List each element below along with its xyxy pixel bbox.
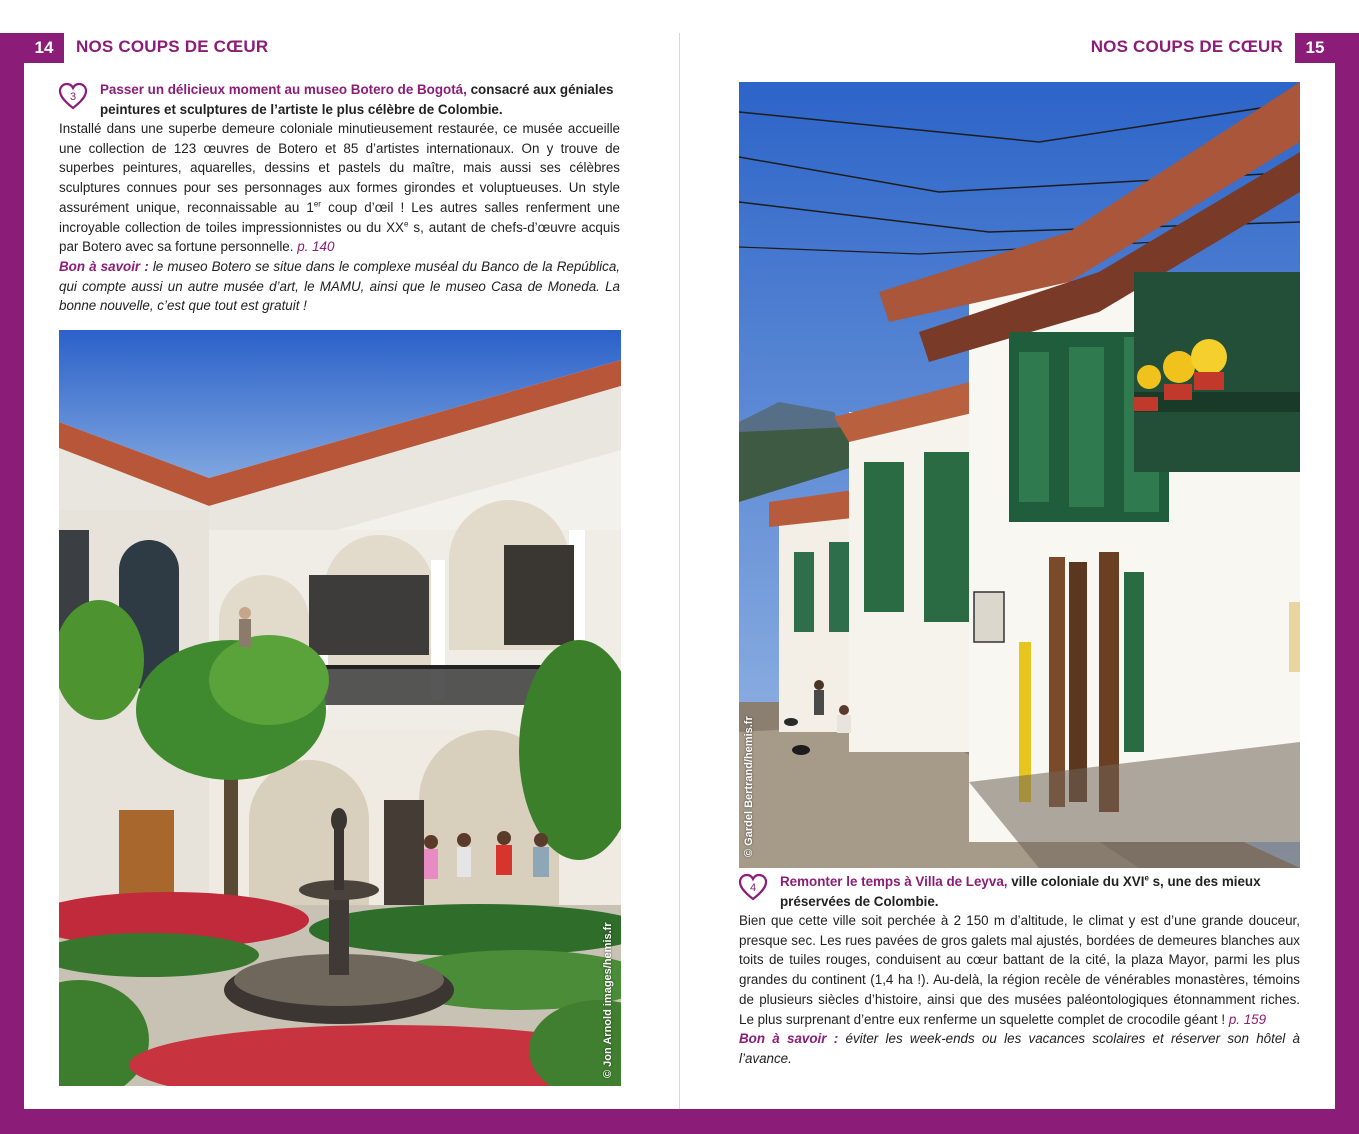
heart-number-icon bbox=[58, 81, 88, 111]
photo-credit-right: © Gardel Bertrand/hemis.fr bbox=[743, 716, 755, 857]
heart-number-icon bbox=[738, 872, 768, 902]
body-part-1: Installé dans une superbe demeure coloniale minutieusement restaurée, ce musée accueille une collection de 123 œuvres de Botero et 85 d’artistes internationaux. On y trouve de superbes peintures, aquarelles, dessins et pastels du maître, mais aussi ses célèbres sculptures connues pour ses personnages aux formes girondes et voluptueuses. Un style assurément unique, reconnaissable au 1 bbox=[59, 121, 620, 215]
villa-de-leyva-photo bbox=[739, 82, 1300, 868]
page-number-right: 15 bbox=[1295, 33, 1335, 63]
page-ref-left: p. 140 bbox=[297, 239, 335, 255]
top-band bbox=[0, 0, 1359, 33]
tip-text-right: éviter les week-ends ou les vacances scolaires et réserver son hôtel à l’avance. bbox=[739, 1031, 1300, 1066]
tip-text-left: le museo Botero se situe dans le complexe muséal du Banco de la República, qui compte aussi un autre musée d’art, le MAMU, ainsi que le museo Casa de Moneda. La bonne nouvelle, c’est que tout est gratuit ! bbox=[59, 258, 620, 314]
superscript-e: e bbox=[404, 219, 409, 229]
body-text-right bbox=[739, 911, 1300, 1069]
lede-highlight-right: Remonter le temps à Villa de Leyva, bbox=[780, 874, 1008, 889]
section-title-left: NOS COUPS DE CŒUR bbox=[76, 37, 269, 56]
bottom-band bbox=[0, 1109, 1359, 1134]
body-right: Bien que cette ville soit perchée à 2 150 m d’altitude, le climat y est d’une grande douceur, presque sec. Les rues pavées de gros galets mal ajustés, bordées de demeures blanches aux toits de tuiles rouges, conduisent au cœur battant de la cité, la plaza Mayor, parmi les plus grandes du continent (1,4 ha !). Au-delà, la région recèle de vénérables monastères, témoins de plusieurs siècles d’histoire, ainsi que des musées paléontologiques étonnamment riches. Le plus surprenant d’entre eux renferme un squelette complet de crocodile géant ! bbox=[739, 913, 1300, 1027]
item-number-right: 4 bbox=[749, 882, 757, 894]
lede-highlight-left: Passer un délicieux moment au museo Botero de Bogotá, bbox=[100, 82, 467, 97]
right-page bbox=[680, 33, 1335, 1109]
section-title-right: NOS COUPS DE CŒUR bbox=[1090, 37, 1283, 56]
left-page bbox=[24, 33, 679, 1109]
body-text-left bbox=[59, 119, 620, 316]
lede-left bbox=[100, 80, 617, 119]
page-number-left: 14 bbox=[24, 33, 64, 63]
tip-label-right: Bon à savoir : bbox=[739, 1031, 839, 1047]
body-part-3: s, autant de chefs-d’œuvre acquis par Botero avec sa fortune personnelle. bbox=[59, 219, 620, 255]
item-number-left: 3 bbox=[69, 91, 77, 103]
page-ref-right: p. 159 bbox=[1228, 1011, 1267, 1027]
museo-botero-photo bbox=[59, 330, 621, 1086]
superscript-er: er bbox=[313, 199, 321, 209]
lede-rest-left: consacré aux géniales peintures et sculptures de l’artiste le plus célèbre de Colombie. bbox=[100, 82, 614, 117]
lede-rest-right-1: ville coloniale du XVI bbox=[1011, 874, 1145, 889]
tip-label-left: Bon à savoir : bbox=[59, 258, 149, 274]
body-part-2: coup d’œil ! Les autres salles renferment une incroyable collection de toiles impressionnistes ou du XX bbox=[59, 199, 620, 235]
lede-superscript: e bbox=[1144, 873, 1149, 883]
photo-credit-left: © Jon Arnold images/hemis.fr bbox=[602, 922, 614, 1078]
lede-right bbox=[780, 872, 1300, 911]
lede-rest-right-2: s, une des mieux préservées de Colombie. bbox=[780, 874, 1261, 909]
